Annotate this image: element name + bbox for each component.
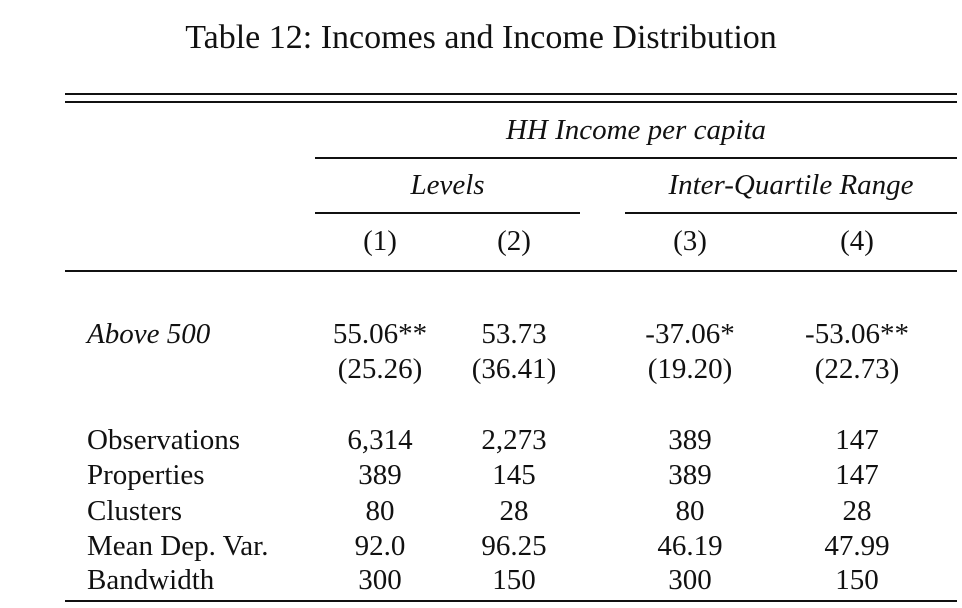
- column-header-4: (4): [840, 225, 874, 257]
- stat-value: 96.25: [481, 530, 547, 562]
- stat-value: 389: [668, 459, 712, 491]
- stat-value: 300: [668, 564, 712, 596]
- stat-value: 6,314: [347, 424, 413, 456]
- stat-value: 147: [835, 424, 879, 456]
- stat-label-properties: Properties: [87, 459, 205, 491]
- coef-col-3: -37.06*: [645, 318, 735, 350]
- coef-col-4: -53.06**: [805, 318, 909, 350]
- coef-col-1: 55.06**: [332, 318, 428, 350]
- stat-value: 80: [365, 495, 395, 527]
- stat-value: 389: [668, 424, 712, 456]
- column-header-2: (2): [497, 225, 531, 257]
- table-title: Table 12: Incomes and Income Distribution: [185, 19, 777, 56]
- se-col-2: (36.41): [471, 353, 557, 385]
- levels-underline: [315, 212, 580, 214]
- stat-value: 2,273: [481, 424, 547, 456]
- coef-col-2: 53.73: [481, 318, 547, 350]
- top-rule-2: [65, 101, 957, 103]
- se-col-3: (19.20): [647, 353, 733, 385]
- stat-value: 46.19: [657, 530, 723, 562]
- stat-label-observations: Observations: [87, 424, 241, 456]
- iqr-underline: [625, 212, 957, 214]
- stat-value: 28: [842, 495, 872, 527]
- stat-value: 147: [835, 459, 879, 491]
- stat-value: 92.0: [354, 530, 406, 562]
- row-label-above-500: Above 500: [87, 318, 211, 350]
- stat-value: 47.99: [824, 530, 890, 562]
- column-header-3: (3): [673, 225, 707, 257]
- stat-label-bandwidth: Bandwidth: [87, 564, 215, 596]
- se-col-1: (25.26): [337, 353, 423, 385]
- group-underline: [315, 157, 957, 159]
- stat-value: 389: [358, 459, 402, 491]
- subgroup-levels: Levels: [410, 169, 485, 201]
- group-header: HH Income per capita: [505, 114, 767, 146]
- stat-label-mean-dep-var: Mean Dep. Var.: [87, 530, 269, 562]
- stat-value: 150: [492, 564, 536, 596]
- header-bottom-rule: [65, 270, 957, 272]
- stat-value: 80: [675, 495, 705, 527]
- stat-value: 145: [492, 459, 536, 491]
- stat-value: 150: [835, 564, 879, 596]
- stat-value: 300: [358, 564, 402, 596]
- table-bottom-rule: [65, 600, 957, 602]
- column-header-1: (1): [363, 225, 397, 257]
- se-col-4: (22.73): [814, 353, 900, 385]
- subgroup-iqr: Inter-Quartile Range: [668, 169, 914, 201]
- stat-label-clusters: Clusters: [87, 495, 183, 527]
- top-rule-1: [65, 93, 957, 95]
- stat-value: 28: [499, 495, 529, 527]
